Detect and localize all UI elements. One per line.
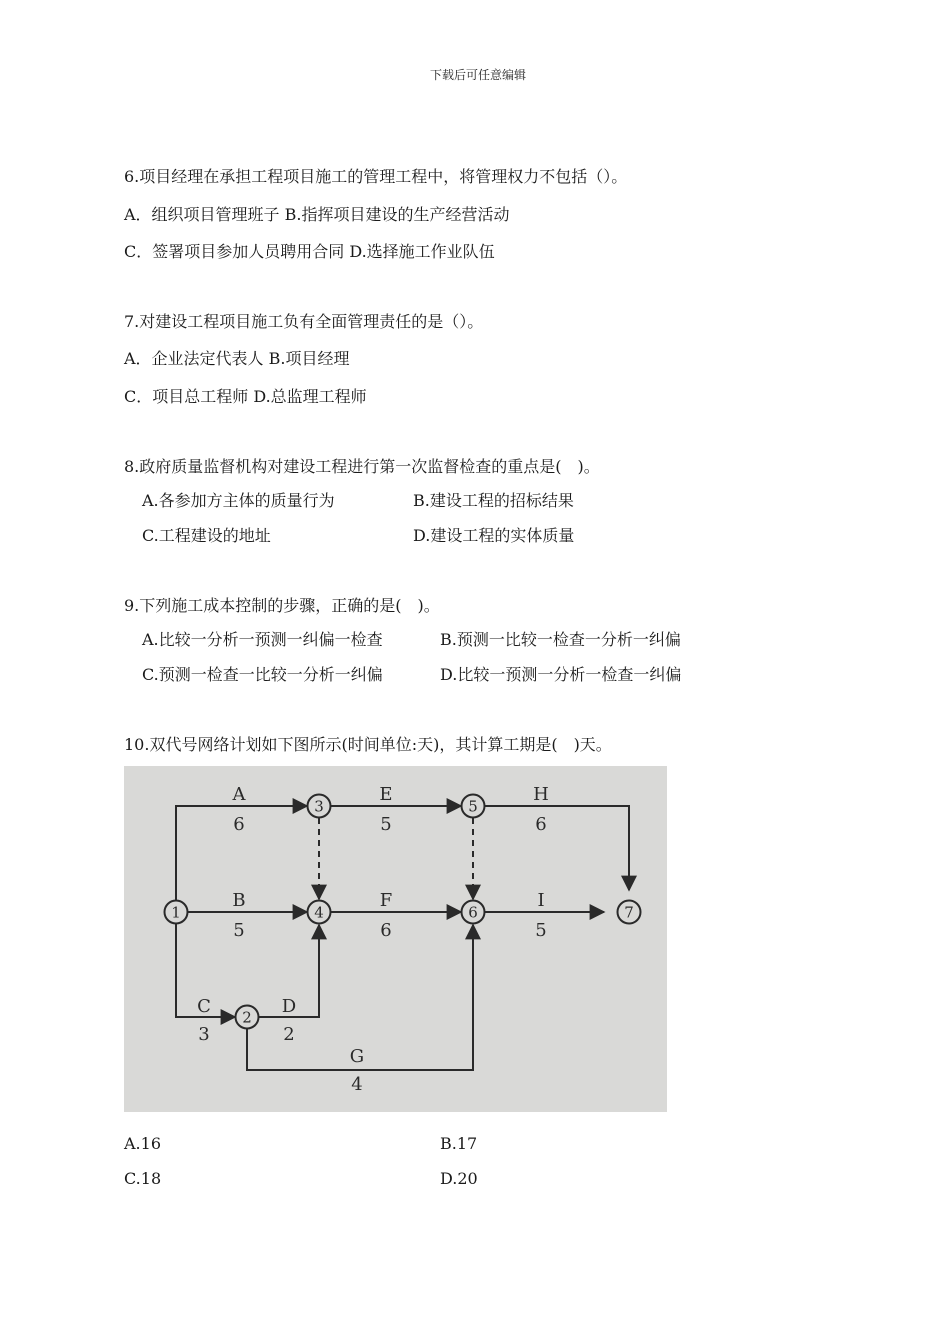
question-6-options-line1: A．组织项目管理班子 B.指挥项目建设的生产经营活动 [124,205,510,224]
question-10-option-d: D.20 [440,1169,478,1188]
question-8-option-a: A.各参加方主体的质量行为 [142,491,335,510]
question-10-stem: 10.双代号网络计划如下图所示(时间单位:天)，其计算工期是( )天。 [124,735,612,754]
activity-d-name: D [281,996,297,1017]
svg-text:5: 5 [468,797,478,816]
question-7-stem: 7.对建设工程项目施工负有全面管理责任的是（）。 [124,312,484,331]
question-10-option-b: B.17 [440,1134,478,1153]
activity-g-duration: 4 [351,1074,363,1095]
question-6-stem: 6.项目经理在承担工程项目施工的管理工程中，将管理权力不包括（）。 [124,167,628,186]
node-6 [462,901,485,924]
svg-text:4: 4 [314,903,324,922]
activity-e-duration: 5 [380,814,392,835]
node-5 [462,795,485,818]
question-9-option-c: C.预测一检查一比较一分析一纠偏 [142,665,383,684]
question-10-option-c: C.18 [124,1169,162,1188]
activity-f-name: F [379,890,393,911]
activity-i-duration: 5 [535,920,547,941]
question-6-options-line2: C．签署项目参加人员聘用合同 D.选择施工作业队伍 [124,242,495,261]
question-7-options-line1: A．企业法定代表人 B.项目经理 [124,349,350,368]
activity-g-name: G [349,1046,365,1067]
activity-h-name: H [533,784,549,805]
question-9-stem: 9.下列施工成本控制的步骤，正确的是( )。 [124,596,440,615]
node-3 [308,795,331,818]
activity-e-name: E [379,784,393,805]
activity-c-name: C [197,996,211,1017]
activity-c-duration: 3 [198,1024,210,1045]
activity-a-name: A [232,784,246,805]
question-10-option-a: A.16 [124,1134,161,1153]
activity-a-duration: 6 [233,814,245,835]
activity-f-duration: 6 [380,920,392,941]
svg-text:3: 3 [314,797,324,816]
page-header: 下载后可任意编辑 [430,68,527,82]
svg-text:7: 7 [624,903,634,922]
question-7-options-line2: C．项目总工程师 D.总监理工程师 [124,387,367,406]
svg-text:2: 2 [242,1008,252,1027]
activity-h-arrow [485,806,629,890]
question-8-stem: 8.政府质量监督机构对建设工程进行第一次监督检查的重点是( )。 [124,457,600,476]
node-4 [308,901,331,924]
question-8-option-d: D.建设工程的实体质量 [413,526,575,545]
activity-h-duration: 6 [535,814,547,835]
network-diagram [124,766,667,1112]
svg-text:1: 1 [171,903,181,922]
activity-i-name: I [537,890,545,911]
question-8-option-b: B.建设工程的招标结果 [413,491,574,510]
question-8-option-c: C.工程建设的地址 [142,526,271,545]
node-7 [618,901,641,924]
node-2 [236,1006,259,1029]
node-1 [165,901,188,924]
activity-b-name: B [232,890,246,911]
question-9-option-d: D.比较一预测一分析一检查一纠偏 [440,665,682,684]
activity-d-duration: 2 [283,1024,295,1045]
svg-text:6: 6 [468,903,478,922]
question-9-option-b: B.预测一比较一检查一分析一纠偏 [440,630,681,649]
activity-b-duration: 5 [233,920,245,941]
question-9-option-a: A.比较一分析一预测一纠偏一检查 [142,630,383,649]
